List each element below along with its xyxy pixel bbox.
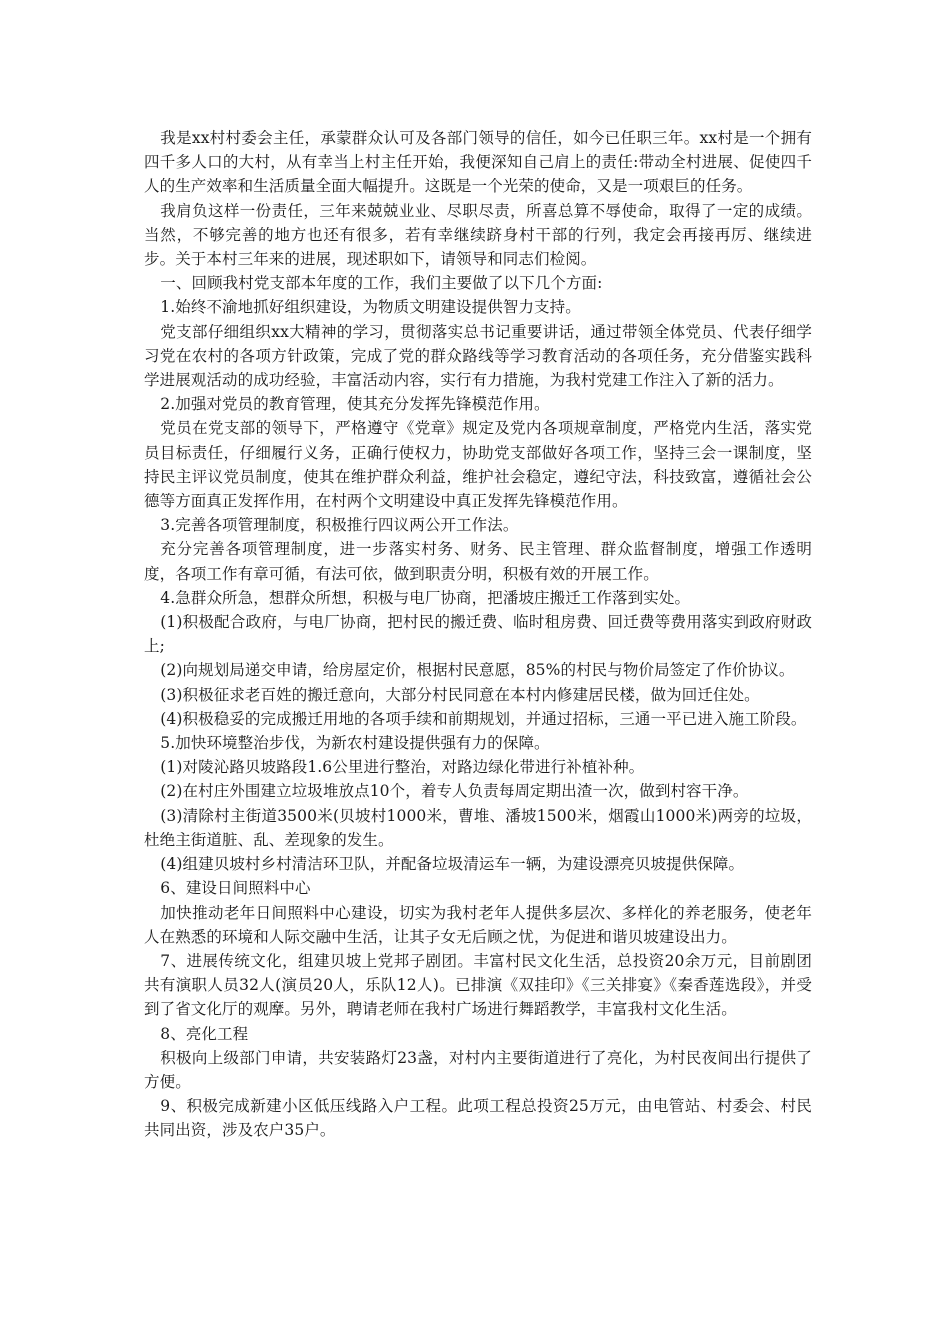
paragraph-item-9: 9、积极完成新建小区低压线路入户工程。此项工程总投资25万元，由电管站、村委会、村民共同出资，涉及农户35户。 bbox=[144, 1097, 812, 1140]
item-heading-4: 4.急群众所急，想群众所想，积极与电厂协商，把潘坡庄搬迁工作落到实处。 bbox=[160, 588, 691, 607]
item-heading-5: 5.加快环境整治步伐，为新农村建设提供强有力的保障。 bbox=[160, 734, 550, 753]
paragraph-responsibility: 我肩负这样一份责任，三年来兢兢业业、尽职尽责，所喜总算不辱使命，取得了一定的成绩。当然，不够完善的地方也还有很多，若有幸继续跻身村干部的行列，我定会再接再厉、继续进步。关于本村三年来的进展，现述职如下，请领导和同志们检阅。 bbox=[144, 201, 812, 269]
section-heading-review: 一、回顾我村党支部本年度的工作，我们主要做了以下几个方面: bbox=[160, 274, 603, 293]
sub-item-5-3: (3)清除村主街道3500米(贝坡村1000米，曹堆、潘坡1500米，烟霞山1000米)两旁的垃圾，杜绝主街道脏、乱、差现象的发生。 bbox=[144, 806, 812, 849]
item-heading-2: 2.加强对党员的教育管理，使其充分发挥先锋模范作用。 bbox=[160, 395, 550, 414]
item-heading-1: 1.始终不渝地抓好组织建设，为物质文明建设提供智力支持。 bbox=[160, 298, 581, 317]
sub-item-5-1: (1)对陵沁路贝坡路段1.6公里进行整治，对路边绿化带进行补植补种。 bbox=[160, 758, 645, 777]
paragraph-intro: 我是xx村村委会主任，承蒙群众认可及各部门领导的信任，如今已任职三年。xx村是一个拥有四千多人口的大村，从有幸当上村主任开始，我便深知自己肩上的责任:带动全村进展、促使四千人的生产效率和生活质量全面大幅提升。这既是一个光荣的使命，又是一项艰巨的任务。 bbox=[144, 129, 812, 196]
paragraph-item-3: 充分完善各项管理制度，进一步落实村务、财务、民主管理、群众监督制度，增强工作透明度，各项工作有章可循，有法可依，做到职责分明，积极有效的开展工作。 bbox=[144, 540, 812, 583]
sub-item-5-4: (4)组建贝坡村乡村清洁环卫队，并配备垃圾清运车一辆，为建设漂亮贝坡提供保障。 bbox=[160, 855, 745, 874]
paragraph-item-6: 加快推动老年日间照料中心建设，切实为我村老年人提供多层次、多样化的养老服务，使老年人在熟悉的环境和人际交融中生活，让其子女无后顾之忧，为促进和谐贝坡建设出力。 bbox=[144, 903, 812, 946]
paragraph-item-2: 党员在党支部的领导下，严格遵守《党章》规定及党内各项规章制度，严格党内生活，落实党员目标责任，仔细履行义务，正确行使权力，协助党支部做好各项工作，坚持三会一课制度，坚持民主评议党员制度，使其在维护群众利益，维护社会稳定，遵纪守法，科技致富，遵循社会公德等方面真正发挥作用，在村两个文明建设中真正发挥先锋模范作用。 bbox=[144, 419, 812, 511]
paragraph-item-8: 积极向上级部门申请，共安装路灯23盏，对村内主要街道进行了亮化，为村民夜间出行提供了方便。 bbox=[144, 1048, 812, 1091]
sub-item-4-3: (3)积极征求老百姓的搬迁意向，大部分村民同意在本村内修建居民楼，做为回迁住处。 bbox=[160, 685, 760, 704]
item-heading-8: 8、亮化工程 bbox=[160, 1024, 249, 1043]
sub-item-4-1: (1)积极配合政府，与电厂协商，把村民的搬迁费、临时租房费、回迁费等费用落实到政府财政上; bbox=[144, 613, 812, 656]
sub-item-4-2: (2)向规划局递交申请，给房屋定价，根据村民意愿，85%的村民与物价局签定了作价协议。 bbox=[160, 661, 795, 680]
item-heading-3: 3.完善各项管理制度，积极推行四议两公开工作法。 bbox=[160, 516, 519, 535]
paragraph-item-7: 7、进展传统文化，组建贝坡上党邦子剧团。丰富村民文化生活，总投资20余万元，目前剧团共有演职人员32人(演员20人，乐队12人)。已排演《双挂印》《三关排宴》《秦香莲选段》，并受到了省文化厅的观摩。另外，聘请老师在我村广场进行舞蹈教学，丰富我村文化生活。 bbox=[144, 951, 812, 1019]
document-body bbox=[144, 126, 812, 1143]
sub-item-5-2: (2)在村庄外围建立垃圾堆放点10个，着专人负责每周定期出渣一次，做到村容干净。 bbox=[160, 782, 749, 801]
item-heading-6: 6、建设日间照料中心 bbox=[160, 879, 311, 898]
sub-item-4-4: (4)积极稳妥的完成搬迁用地的各项手续和前期规划，并通过招标，三通一平已进入施工阶段。 bbox=[160, 709, 807, 728]
paragraph-item-1: 党支部仔细组织xx大精神的学习，贯彻落实总书记重要讲话，通过带领全体党员、代表仔细学习党在农村的各项方针政策，完成了党的群众路线等学习教育活动的各项任务，充分借鉴实践科学进展观活动的成功经验，丰富活动内容，实行有力措施，为我村党建工作注入了新的活力。 bbox=[144, 322, 812, 390]
